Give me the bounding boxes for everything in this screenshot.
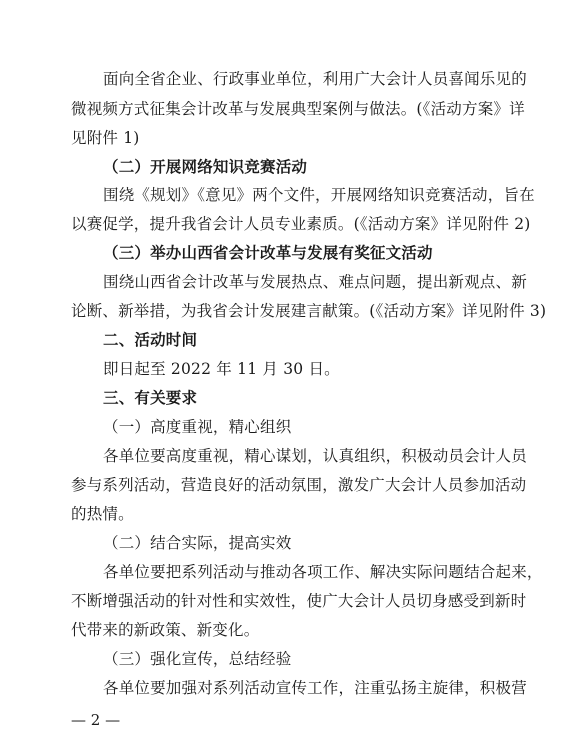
page-number: — 2 —	[71, 711, 121, 729]
section-subheading: （三）举办山西省会计改革与发展有奖征文活动	[103, 243, 433, 262]
section-heading: 二、活动时间	[103, 331, 198, 349]
paragraph-line: 论断、新举措，为我省会计发展建言献策。(《活动方案》详见附件 3)	[71, 302, 547, 320]
paragraph-line: 围绕《规划》《意见》两个文件，开展网络知识竞赛活动，旨在	[103, 186, 535, 204]
paragraph-line: 即日起至 2022 年 11 月 30 日。	[103, 360, 340, 378]
paragraph-line: 面向全省企业、行政事业单位，利用广大会计人员喜闻乐见的	[103, 70, 527, 88]
section-subheading: （三）强化宣传，总结经验	[103, 650, 292, 668]
section-subheading: （一）高度重视，精心组织	[103, 418, 292, 436]
paragraph-line: 各单位要把系列活动与推动各项工作、解决实际问题结合起来，	[103, 563, 543, 581]
section-heading: 三、有关要求	[103, 389, 198, 407]
paragraph-line: 代带来的新政策、新变化。	[71, 621, 260, 639]
paragraph-line: 各单位要高度重视，精心谋划，认真组织，积极动员会计人员	[103, 447, 527, 465]
paragraph-line: 的热情。	[71, 505, 134, 523]
paragraph-line: 见附件 1)	[71, 129, 140, 147]
paragraph-line: 各单位要加强对系列活动宣传工作，注重弘扬主旋律，积极营	[103, 679, 527, 697]
section-subheading: （二）结合实际，提高实效	[103, 534, 292, 552]
paragraph-line: 微视频方式征集会计改革与发展典型案例与做法。(《活动方案》详	[71, 100, 525, 118]
section-subheading: （二）开展网络知识竞赛活动	[103, 157, 308, 176]
paragraph-line: 不断增强活动的针对性和实效性，使广大会计人员切身感受到新时	[71, 592, 527, 610]
paragraph-line: 参与系列活动，营造良好的活动氛围，激发广大会计人员参加活动	[71, 476, 527, 494]
paragraph-line: 以赛促学，提升我省会计人员专业素质。(《活动方案》详见附件 2)	[71, 215, 531, 233]
paragraph-line: 围绕山西省会计改革与发展热点、难点问题，提出新观点、新	[103, 273, 527, 291]
